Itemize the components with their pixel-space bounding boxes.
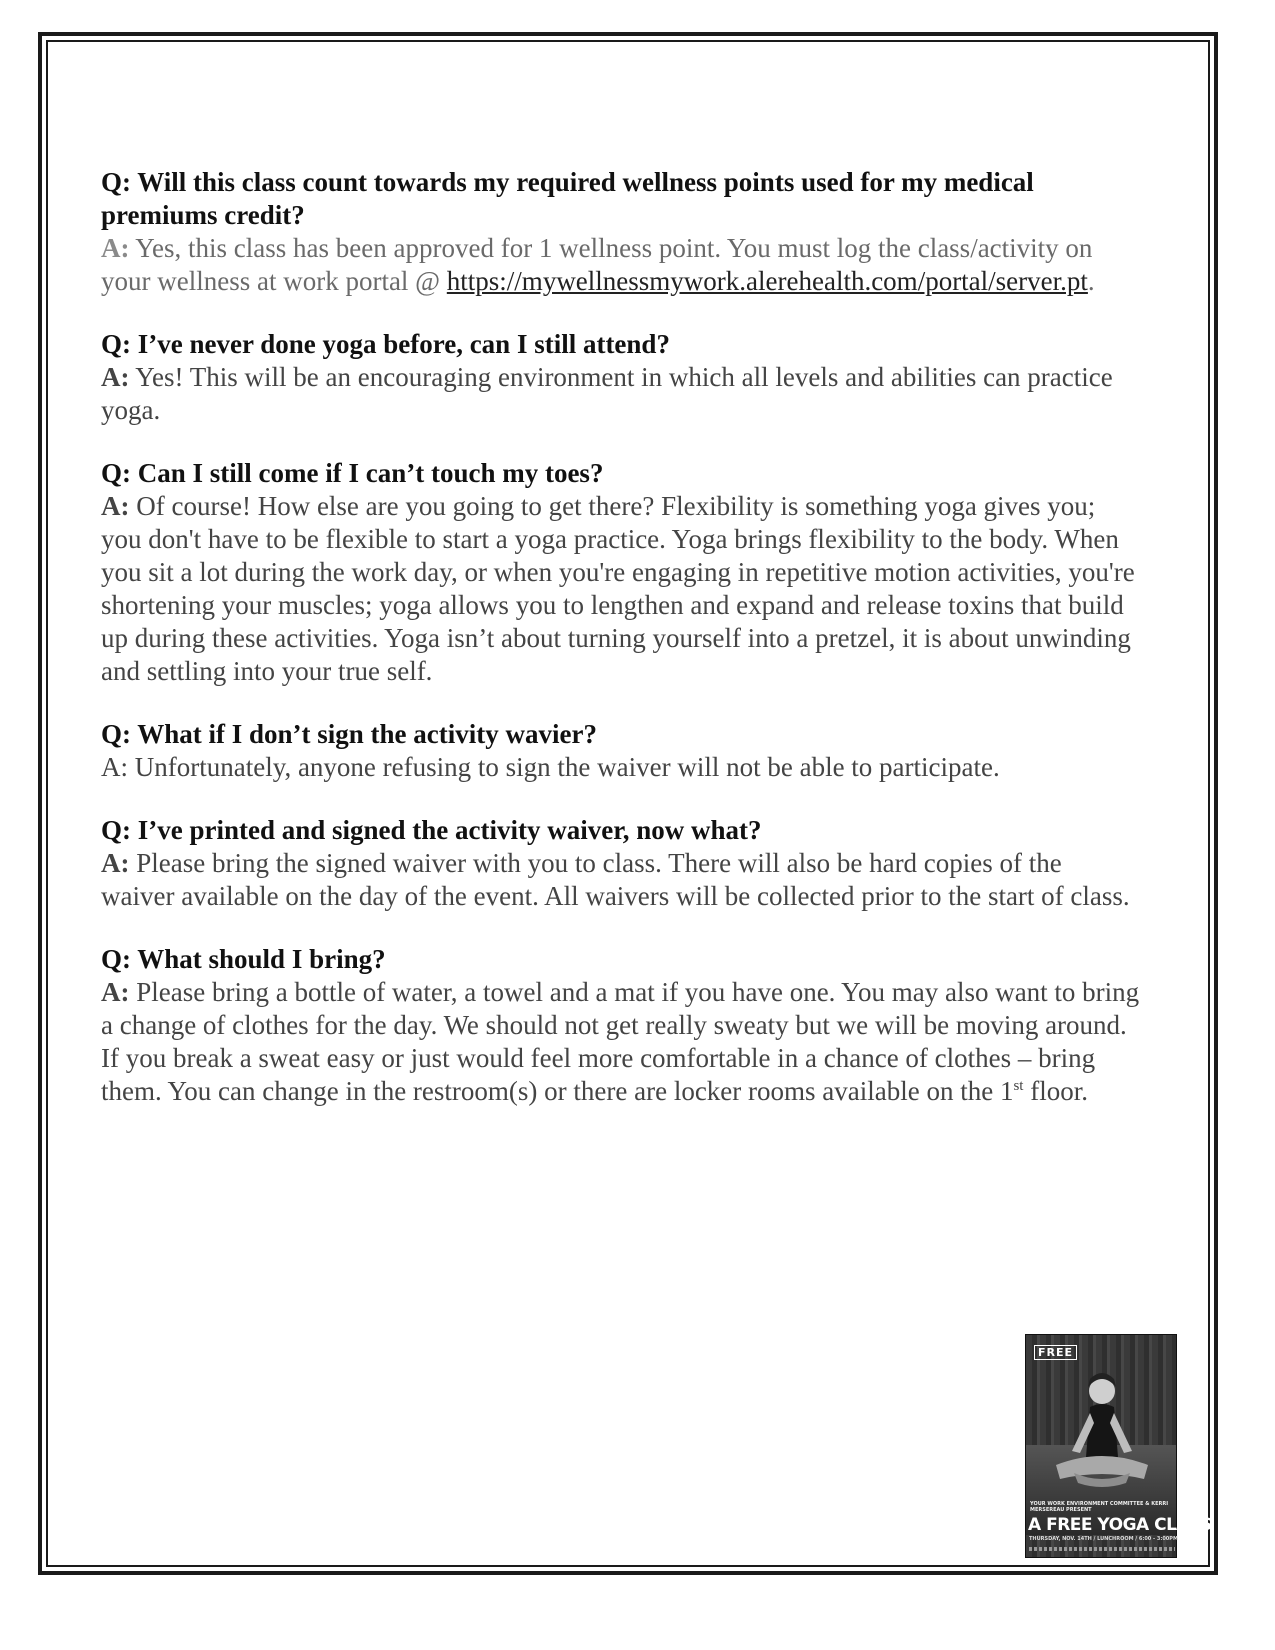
faq-list: [101, 166, 1141, 1138]
answer-text: Please bring the signed waiver with you to class. There will also be hard copies of the waiver available on the day of the event. All waivers will be collected prior to the start of class.: [101, 848, 1130, 911]
answer-text: Yes, this class has been approved for 1 wellness point. You must log the class/activity on your wellness at work portal @: [101, 233, 1093, 296]
faq-item-waiver-signed: [101, 814, 1141, 913]
answer-label: A:: [101, 848, 130, 878]
answer-label: A:: [101, 491, 130, 521]
faq-question: Q: Will this class count towards my required wellness points used for my medical premiums credit?: [101, 167, 1034, 230]
faq-question: Q: What if I don’t sign the activity wavier?: [101, 719, 597, 749]
answer-text: Yes! This will be an encouraging environment in which all levels and abilities can practice yoga.: [101, 362, 1113, 425]
answer-text: Please bring a bottle of water, a towel and a mat if you have one. You may also want to bring a change of clothes for the day. We should not get really sweaty but we will be moving around. If you break a sweat easy or just would feel more comfortable in a chance of clothes – bring them. You can change in the restroom(s) or there are locker rooms available on the 1: [101, 977, 1140, 1106]
answer-label: A:: [101, 752, 128, 782]
answer-label: A:: [101, 362, 130, 392]
poster-fine-print: [1029, 1547, 1175, 1551]
answer-label: A:: [101, 233, 130, 263]
answer-tail: floor.: [1023, 1076, 1088, 1106]
wellness-portal-link[interactable]: https://mywellnessmywork.alerehealth.com/portal/server.pt: [446, 266, 1088, 296]
faq-answer: [101, 232, 1141, 298]
poster-presenters: YOUR WORK ENVIRONMENT COMMITTEE & KERRI MERSEREAU PRESENT: [1030, 1501, 1169, 1513]
answer-text: Unfortunately, anyone refusing to sign the waiver will not be able to participate.: [128, 752, 1000, 782]
answer-tail: .: [1087, 266, 1095, 296]
ordinal-suffix: st: [1013, 1078, 1024, 1094]
faq-item-wellness-points: [101, 166, 1141, 298]
answer-label: A:: [101, 977, 130, 1007]
faq-item-what-to-bring: [101, 943, 1141, 1108]
faq-answer: [101, 847, 1141, 913]
faq-item-never-done-yoga: [101, 328, 1141, 427]
poster-title: A FREE YOGA CLASS: [1028, 1515, 1212, 1535]
poster-yoga-woman-image: [1044, 1365, 1160, 1495]
poster-date-line: THURSDAY, NOV. 14TH / LUNCHROOM / 6:00 - 3:00PM: [1029, 1536, 1178, 1542]
faq-answer: [101, 490, 1141, 688]
faq-answer: [101, 361, 1141, 427]
yoga-class-poster-thumbnail: [1025, 1334, 1212, 1558]
faq-item-touch-toes: [101, 457, 1141, 688]
poster-free-badge: FREE: [1034, 1345, 1077, 1360]
faq-question: Q: I’ve never done yoga before, can I still attend?: [101, 329, 670, 359]
answer-text: Of course! How else are you going to get there? Flexibility is something yoga gives you; you don't have to be flexible to start a yoga practice. Yoga brings flexibility to the body. When you sit a lot during the work day, or when you're engaging in repetitive motion activities, you're shortening your muscles; yoga allows you to lengthen and expand and release toxins that build up during these activities. Yoga isn’t about turning yourself into a pretzel, it is about unwinding and settling into your true self.: [101, 491, 1135, 686]
faq-question: Q: Can I still come if I can’t touch my toes?: [101, 458, 604, 488]
faq-answer: [101, 976, 1141, 1108]
faq-question: Q: I’ve printed and signed the activity waiver, now what?: [101, 815, 762, 845]
faq-item-waiver-not-signed: [101, 718, 1141, 784]
faq-answer: [101, 751, 1141, 784]
faq-question: Q: What should I bring?: [101, 944, 386, 974]
